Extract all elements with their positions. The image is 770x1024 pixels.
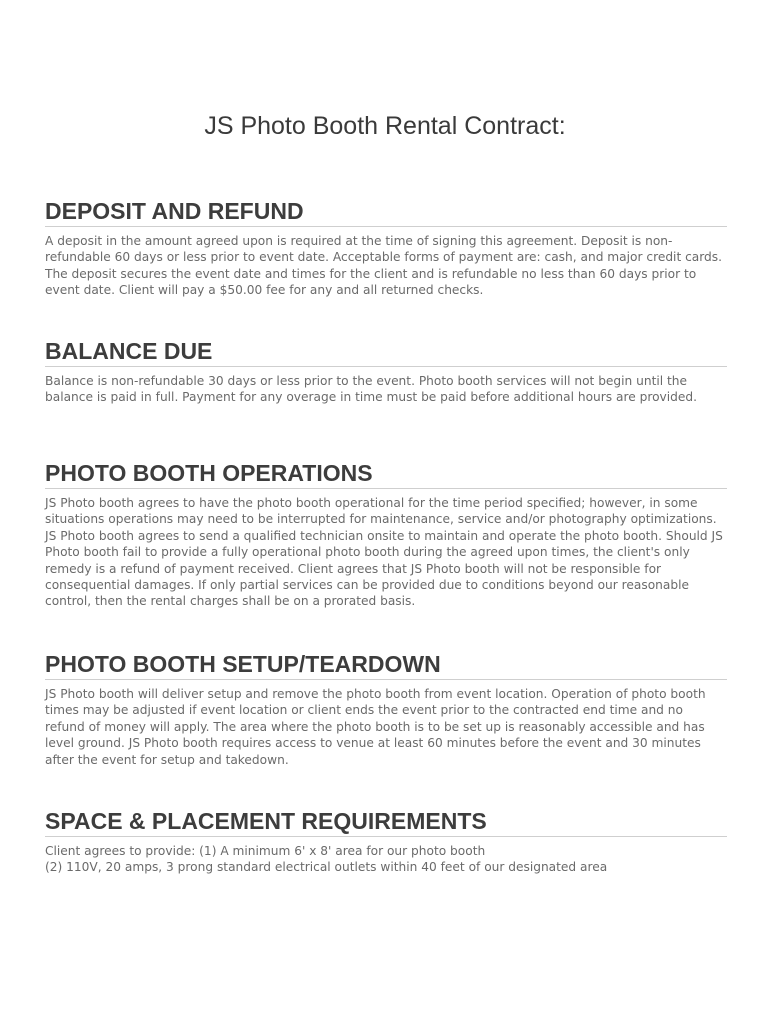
section-body: Balance is non-refundable 30 days or less prior to the event. Photo booth services will not begin until the balance is paid in full. Payment for any overage in time must be paid before additional hours are provided. <box>45 374 697 405</box>
section-heading: PHOTO BOOTH OPERATIONS <box>45 460 727 489</box>
section-heading: SPACE & PLACEMENT REQUIREMENTS <box>45 808 727 837</box>
section-heading: BALANCE DUE <box>45 338 727 367</box>
section-heading: PHOTO BOOTH SETUP/TEARDOWN <box>45 651 727 680</box>
section-space-and-placement-requirements <box>45 808 727 876</box>
section-body: JS Photo booth agrees to have the photo booth operational for the time period specified; however, in some situations operations may need to be interrupted for maintenance, service and/or photography optimizations. JS Photo booth agrees to send a qualified technician onsite to maintain and operate the photo booth. Should JS Photo booth fail to provide a fully operational photo booth during the agreed upon times, the client's only remedy is a refund of payment received. Client agrees that JS Photo booth will not be responsible for consequential damages. If only partial services can be provided due to conditions beyond our reasonable control, then the rental charges shall be on a prorated basis. <box>45 496 723 609</box>
section-body <box>45 843 727 876</box>
section-photo-booth-operations <box>45 460 727 610</box>
requirement-line-2: (2) 110V, 20 amps, 3 prong standard electrical outlets within 40 feet of our designated area <box>45 860 608 875</box>
section-balance-due <box>45 338 727 406</box>
section-deposit-and-refund <box>45 198 727 299</box>
section-body: A deposit in the amount agreed upon is required at the time of signing this agreement. Deposit is non-refundable 60 days or less prior to event date. Acceptable forms of payment are: cash, and major credit cards. The deposit secures the event date and times for the client and is refundable no less than 60 days prior to event date. Client will pay a $50.00 fee for any and all returned checks. <box>45 234 723 298</box>
requirement-line-1: Client agrees to provide: (1) A minimum 6' x 8' area for our photo booth <box>45 844 486 858</box>
section-photo-booth-setup-teardown <box>45 651 727 768</box>
section-heading: DEPOSIT AND REFUND <box>45 198 727 227</box>
document-title: JS Photo Booth Rental Contract: <box>204 112 566 140</box>
section-body: JS Photo booth will deliver setup and remove the photo booth from event location. Operation of photo booth times may be adjusted if event location or client ends the event prior to the contracted end time and no refund of money will apply. The area where the photo booth is to be set up is reasonably accessible and has level ground. JS Photo booth requires access to venue at least 60 minutes before the event and 30 minutes after the event for setup and takedown. <box>45 687 706 767</box>
